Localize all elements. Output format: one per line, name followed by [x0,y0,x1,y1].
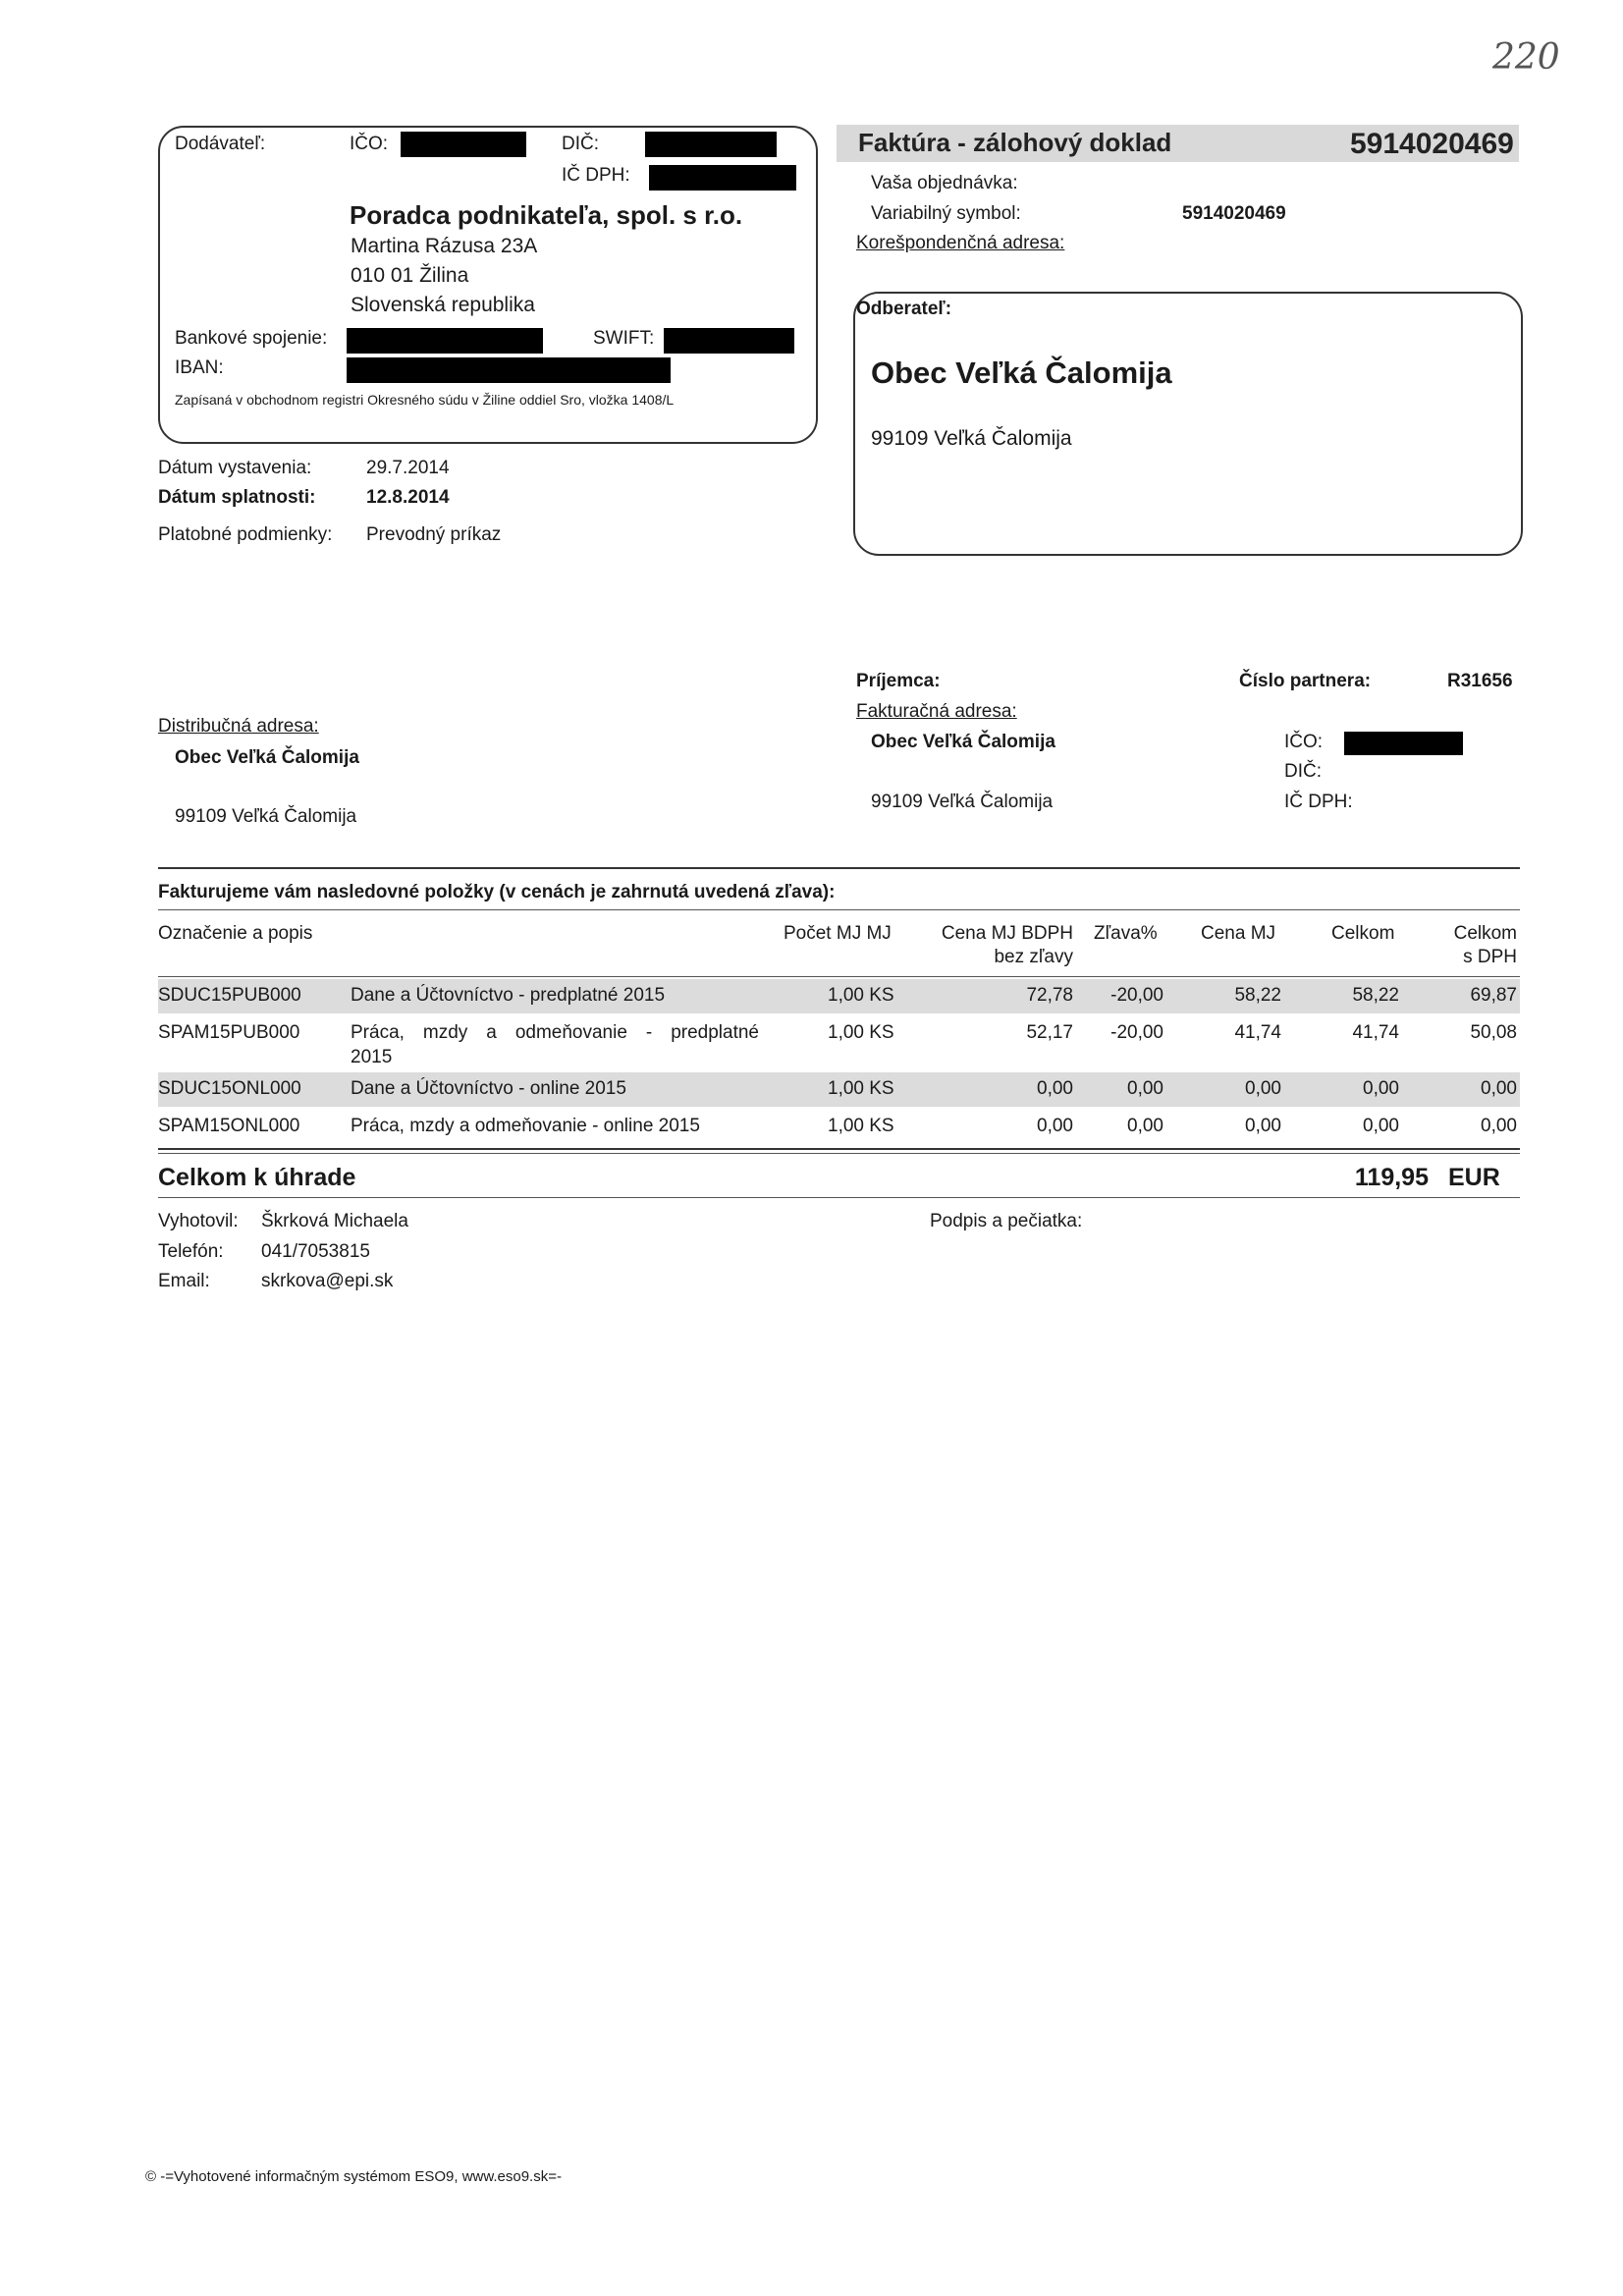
row-total: 41,74 [1352,1022,1399,1043]
email: skrkova@epi.sk [261,1271,394,1291]
row-desc: Práca, mzdy a odmeňovanie - online 2015 [351,1116,700,1136]
items-header-rule [158,976,1520,977]
phone: 041/7053815 [261,1241,370,1262]
supplier-ico-label: IČO: [350,134,389,154]
customer-label: Odberateľ: [856,299,952,319]
payment-terms-label: Platobné podmienky: [158,524,333,545]
supplier-dic-label: DIČ: [562,134,599,154]
col-header-unit-price: Cena MJ [1201,923,1276,944]
recipient-billing-label: Fakturačná adresa: [856,701,1017,722]
system-note: © -=Vyhotovené informačným systémom ESO9, www.eso9.sk=- [145,2168,562,2185]
supplier-dic-redacted [645,132,777,157]
row-qty: 1,00 KS [828,1116,894,1136]
customer-name: Obec Veľká Čalomija [871,355,1172,390]
partner-number: R31656 [1447,671,1513,691]
col-header-total-vat-sub: s DPH [1463,947,1517,967]
customer-box [853,292,1523,556]
supplier-street: Martina Rázusa 23A [351,235,538,257]
supplier-name: Poradca podnikateľa, spol. s r.o. [350,200,743,230]
row-total-vat: 50,08 [1470,1022,1517,1043]
row-discount: -20,00 [1110,985,1163,1006]
partner-number-label: Číslo partnera: [1239,671,1372,691]
supplier-swift-label: SWIFT: [593,328,655,349]
col-header-discount: Zľava% [1094,923,1158,944]
invoice-title: Faktúra - zálohový doklad [858,128,1172,157]
row-price: 0,00 [1037,1078,1073,1099]
supplier-registry: Zapísaná v obchodnom registri Okresného súdu v Žiline oddiel Sro, vložka 1408/L [175,392,675,408]
items-bottom-rule-thin [158,1153,1520,1154]
recipient-name: Obec Veľká Čalomija [871,732,1055,752]
recipient-ico-redacted [1344,732,1463,755]
row-unit-price: 41,74 [1234,1022,1281,1043]
row-discount: -20,00 [1110,1022,1163,1043]
supplier-icdph-label: IČ DPH: [562,165,630,186]
row-discount: 0,00 [1127,1116,1163,1136]
row-code: SPAM15ONL000 [158,1116,300,1136]
row-unit-price: 0,00 [1245,1078,1281,1099]
email-label: Email: [158,1271,210,1291]
phone-label: Telefón: [158,1241,224,1262]
total-amount: 119,95 [1354,1164,1429,1191]
row-code: SPAM15PUB000 [158,1022,300,1043]
items-intro-rule [158,909,1520,910]
supplier-label: Dodávateľ: [175,134,266,154]
supplier-bank-redacted [347,328,543,354]
row-unit-price: 0,00 [1245,1116,1281,1136]
total-rule [158,1197,1520,1198]
invoice-variable-symbol: 5914020469 [1182,203,1286,224]
items-bottom-rule [158,1148,1520,1150]
col-header-desc: Označenie a popis [158,923,313,944]
row-code: SDUC15ONL000 [158,1078,301,1099]
supplier-ico-redacted [401,132,526,157]
recipient-label: Príjemca: [856,671,941,691]
row-total-vat: 0,00 [1481,1116,1517,1136]
due-date: 12.8.2014 [366,487,450,508]
col-header-price: Cena MJ BDPH [941,923,1073,944]
distribution-address: 99109 Veľká Čalomija [175,806,357,827]
row-unit-price: 58,22 [1234,985,1281,1006]
items-intro: Fakturujeme vám nasledovné položky (v cenách je zahrnutá uvedená zľava): [158,882,836,902]
supplier-iban-label: IBAN: [175,357,224,378]
supplier-bank-label: Bankové spojenie: [175,328,328,349]
row-qty: 1,00 KS [828,985,894,1006]
total-label: Celkom k úhrade [158,1164,356,1191]
row-total-vat: 0,00 [1481,1078,1517,1099]
row-qty: 1,00 KS [828,1078,894,1099]
invoice-correspondence-label: Korešpondenčná adresa: [856,233,1065,253]
invoice-order-label: Vaša objednávka: [871,173,1018,193]
col-header-total-vat: Celkom [1453,923,1517,944]
due-date-label: Dátum splatnosti: [158,487,316,508]
distribution-label: Distribučná adresa: [158,716,319,737]
recipient-ico-label: IČO: [1284,732,1324,752]
supplier-city: 010 01 Žilina [351,264,469,287]
payment-terms: Prevodný príkaz [366,524,502,545]
handwritten-page-number: 220 [1492,37,1560,78]
signature-label: Podpis a pečiatka: [930,1211,1083,1231]
supplier-iban-redacted [347,357,671,383]
row-discount: 0,00 [1127,1078,1163,1099]
row-code: SDUC15PUB000 [158,985,301,1006]
row-total: 0,00 [1363,1078,1399,1099]
row-total: 58,22 [1352,985,1399,1006]
row-total: 0,00 [1363,1116,1399,1136]
supplier-swift-redacted [664,328,794,354]
recipient-address: 99109 Veľká Čalomija [871,792,1054,812]
distribution-name: Obec Veľká Čalomija [175,747,359,768]
supplier-country: Slovenská republika [351,294,535,316]
row-desc: Dane a Účtovníctvo - online 2015 [351,1078,626,1099]
col-header-qty: Počet MJ MJ [784,923,892,944]
row-desc: Práca, mzdy a odmeňovanie - predplatné [351,1022,759,1043]
recipient-icdph-label: IČ DPH: [1284,792,1353,812]
items-top-rule [158,867,1520,869]
supplier-icdph-redacted [649,165,796,191]
row-qty: 1,00 KS [828,1022,894,1043]
row-total-vat: 69,87 [1470,985,1517,1006]
customer-address: 99109 Veľká Čalomija [871,427,1072,450]
row-price: 52,17 [1026,1022,1073,1043]
issued-by: Škrková Michaela [261,1211,408,1231]
row-desc: Dane a Účtovníctvo - predplatné 2015 [351,985,666,1006]
invoice-variable-symbol-label: Variabilný symbol: [871,203,1021,224]
recipient-dic-label: DIČ: [1284,761,1322,782]
issued-by-label: Vyhotovil: [158,1211,239,1231]
row-desc-continuation: 2015 [351,1047,393,1067]
invoice-number: 5914020469 [1350,128,1514,160]
col-header-price-sub: bez zľavy [994,947,1073,967]
issued-date-label: Dátum vystavenia: [158,458,312,478]
col-header-total: Celkom [1331,923,1395,944]
issued-date: 29.7.2014 [366,458,450,478]
row-price: 72,78 [1026,985,1073,1006]
row-price: 0,00 [1037,1116,1073,1136]
total-currency: EUR [1448,1164,1500,1191]
